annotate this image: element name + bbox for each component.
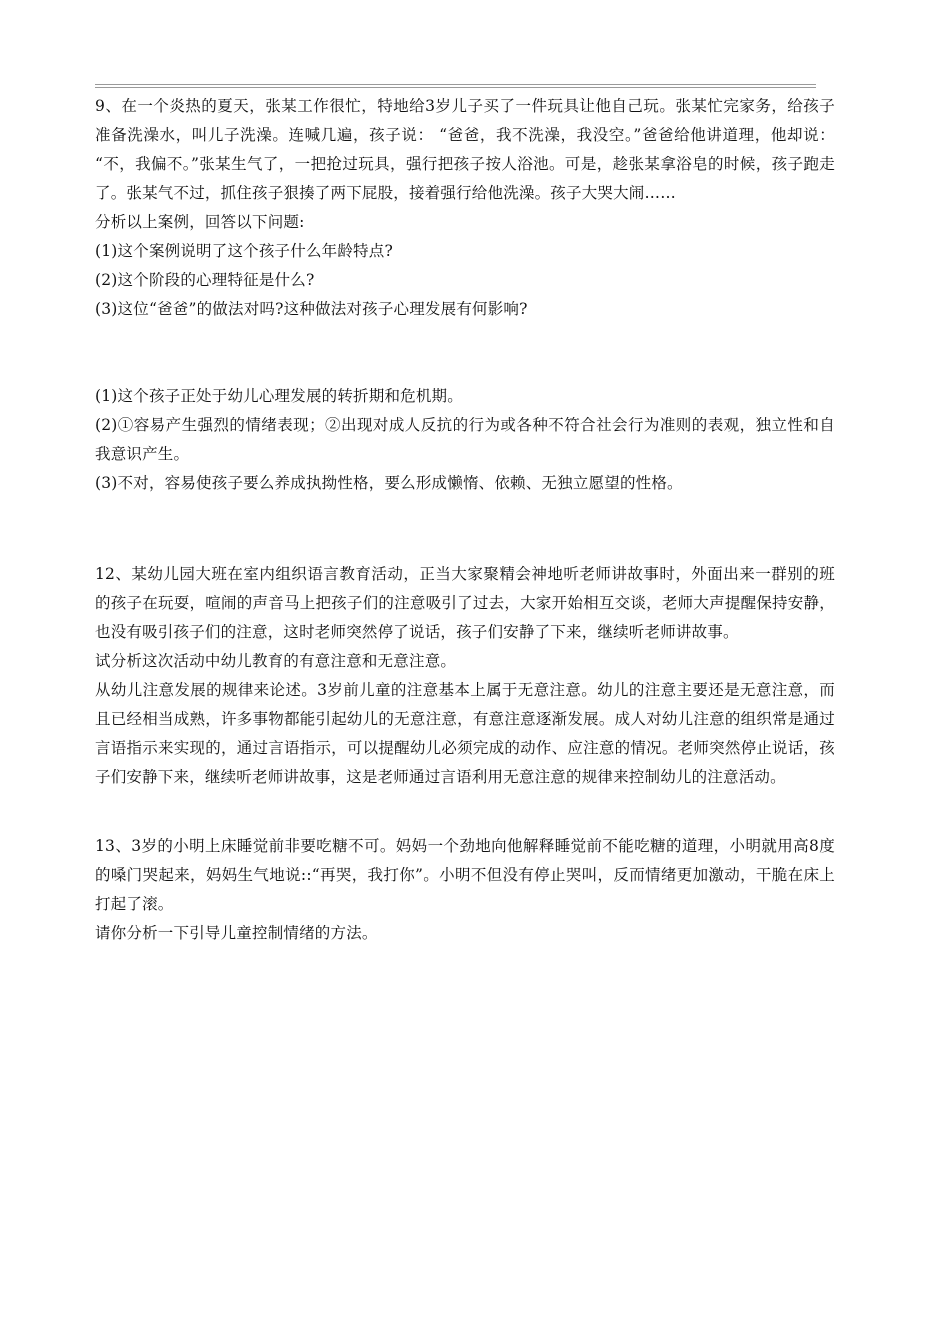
q9-prompt: 分析以上案例，回答以下问题: <box>95 213 305 231</box>
document-body <box>95 92 835 948</box>
q12-answer: 从幼儿注意发展的规律来论述。3岁前儿童的注意基本上属于无意注意。幼儿的注意主要还是无意注意，而且已经相当成熟，许多事物都能引起幼儿的无意注意，有意注意逐渐发展。成人对幼儿注意的组织常是通过言语指示来实现的，通过言语指示，可以提醒幼儿必须完成的动作、应注意的情况。老师突然停止说话，孩子们安静下来，继续听老师讲故事，这是老师通过言语利用无意注意的规律来控制幼儿的注意活动。 <box>95 681 835 786</box>
q12-paragraph: 12、某幼儿园大班在室内组织语言教育活动，正当大家聚精会神地听老师讲故事时，外面出来一群别的班的孩子在玩耍，喧闹的声音马上把孩子们的注意吸引了过去，大家开始相互交谈，老师大声提醒保持安静，也没有吸引孩子们的注意，这时老师突然停了说话，孩子们安静了下来，继续听老师讲故事。 <box>95 565 835 641</box>
spacer <box>95 498 835 560</box>
q12-prompt: 试分析这次活动中幼儿教育的有意注意和无意注意。 <box>95 652 457 670</box>
spacer <box>95 792 835 832</box>
q13-prompt: 请你分析一下引导儿童控制情绪的方法。 <box>95 924 378 942</box>
q13-paragraph: 13、3岁的小明上床睡觉前非要吃糖不可。妈妈一个劲地向他解释睡觉前不能吃糖的道理，小明就用高8度的嗓门哭起来，妈妈生气地说::“再哭，我打你”。小明不但没有停止哭叫，反而情绪更加激动，干脆在床上打起了滚。 <box>95 837 835 913</box>
q9-answer-1: (1)这个孩子正处于幼儿心理发展的转折期和危机期。 <box>95 387 463 405</box>
header-divider <box>95 84 816 88</box>
q9-question-2: (2)这个阶段的心理特征是什么? <box>95 271 315 289</box>
q9-question-3: (3)这位“爸爸”的做法对吗?这种做法对孩子心理发展有何影响? <box>95 300 528 318</box>
q9-paragraph: 9、在一个炎热的夏天，张某工作很忙，特地给3岁儿子买了一件玩具让他自己玩。张某忙完家务，给孩子准备洗澡水，叫儿子洗澡。连喊几遍，孩子说： “爸爸，我不洗澡，我没空。”爸爸给他讲道理，他却说： “不，我偏不。”张某生气了，一把抢过玩具，强行把孩子按人浴池。可是，趁张某拿浴皂的时候，孩子跑走了。张某气不过，抓住孩子狠揍了两下屁股，接着强行给他洗澡。孩子大哭大闹…… <box>95 97 835 202</box>
q9-answer-3: (3)不对，容易使孩子要么养成执拗性格，要么形成懒惰、依赖、无独立愿望的性格。 <box>95 474 683 492</box>
q9-question-1: (1)这个案例说明了这个孩子什么年龄特点? <box>95 242 393 260</box>
spacer <box>95 324 835 382</box>
q9-answer-2: (2)①容易产生强烈的情绪表现；②出现对成人反抗的行为或各种不符合社会行为准则的表观，独立性和自我意识产生。 <box>95 416 835 463</box>
